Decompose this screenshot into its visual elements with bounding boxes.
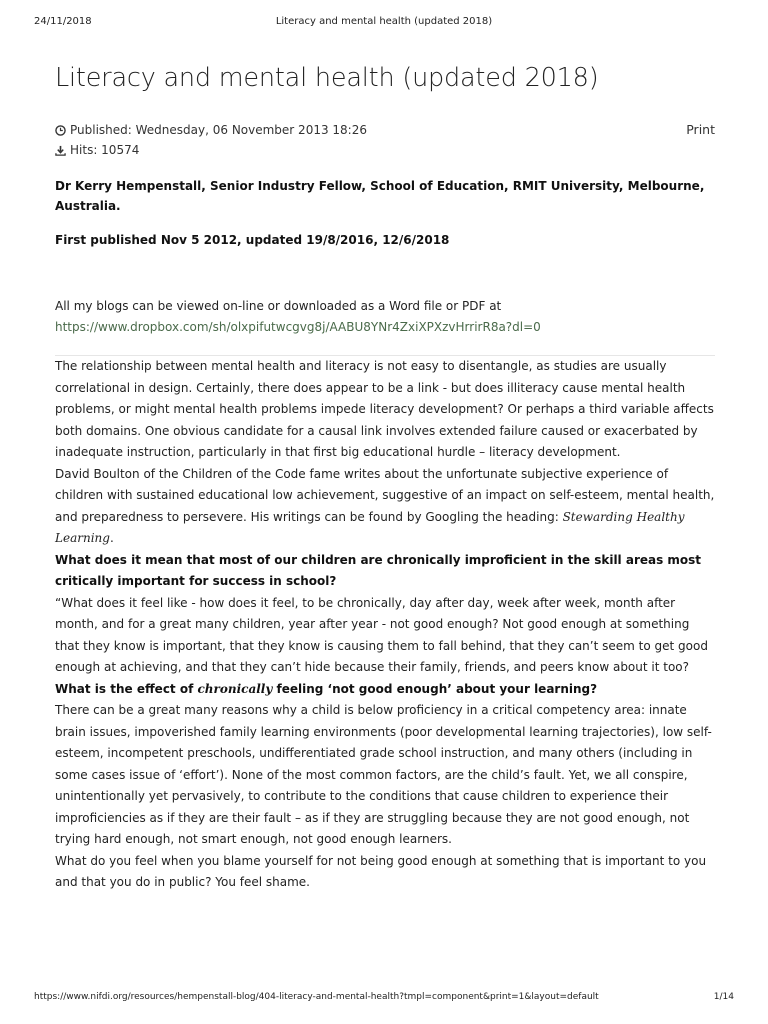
print-doc-title: Literacy and mental health (updated 2018) (275, 16, 493, 27)
hits-row (55, 140, 715, 160)
quote-1: “What does it feel like - how does it feel, to be chronically, day after day, week after week, month after month, and for a great many children, year after year - not good enough? Not good enough at something that they know is important, that they know is causing them to fall behind, that they can’t seem to get good enough at achieving, and that they can’t hide because their family, friends, and peers know about it too? (55, 595, 708, 674)
print-link[interactable]: Print (686, 122, 715, 137)
clock-icon (55, 125, 66, 136)
paragraph-3: There can be a great many reasons why a child is below proficiency in a critical competency area: innate brain issues, impoverished family learning environments (poor developmental learning trajectories), low self-esteem, incompetent preschools, undifferentiated grade school instruction, and many others (including in some cases issue of ‘effort’). None of the most common factors, are the child’s fault. Yet, we all conspire, unintentionally yet pervasively, to contribute to the conditions that cause children to experience their improficiencies as if they are their fault – as if they are struggling because they are not good enough, not trying hard enough, not smart enough, not good enough learners. (55, 703, 712, 846)
heading-2-post: feeling ‘not good enough’ about your learning? (272, 681, 598, 696)
paragraph-2-text: David Boulton of the Children of the Code fame writes about the unfortunate subjective experience of children with sustained educational low achievement, suggestive of an impact on self-esteem, mental health, and preparedness to persevere. His writings can be found by Googling the heading: (55, 466, 715, 524)
print-footer (0, 992, 768, 1006)
paragraph-1: The relationship between mental health and literacy is not easy to disentangle, as studies are usually correlational in design. Certainly, there does appear to be a link - but does illiteracy cause mental health problems, or might mental health problems impede literacy development? Or perhaps a third variable affects both domains. One obvious candidate for a causal link involves extended failure caused or exacerbated by inadequate instruction, particularly in that first big educational hurdle – literacy development. (55, 359, 714, 459)
page-title: Literacy and mental health (updated 2018) (55, 63, 599, 93)
blogs-note (55, 296, 715, 338)
published-date: Published: Wednesday, 06 November 2013 18:26 (70, 123, 367, 137)
heading-2-italic: chronically (197, 681, 273, 696)
dropbox-link[interactable]: https://www.dropbox.com/sh/olxpifutwcgvg8j/AABU8YNr4ZxiXPXzvHrrirR8a?dl=0 (55, 320, 541, 334)
page-number: 1/14 (713, 992, 734, 1002)
paragraph-4: What do you feel when you blame yourself for not being good enough at something that is important to you and that you do in public? You feel shame. (55, 853, 707, 889)
heading-2 (55, 679, 715, 701)
print-url: https://www.nifdi.org/resources/hempenstall-blog/404-literacy-and-mental-health?tmpl=component&print=1&layout=default (34, 992, 599, 1002)
article-meta (55, 120, 715, 160)
blogs-text: All my blogs can be viewed on-line or downloaded as a Word file or PDF at (55, 299, 502, 313)
hits-count: Hits: 10574 (70, 143, 140, 157)
author-byline: Dr Kerry Hempenstall, Senior Industry Fellow, School of Education, RMIT University, Melbourne, Australia. (55, 179, 705, 213)
article (55, 60, 715, 894)
published-row (55, 120, 715, 140)
print-date: 24/11/2018 (34, 16, 92, 27)
heading-2-pre: What is the effect of (55, 681, 198, 696)
heading-1: What does it mean that most of our children are chronically improficient in the skill areas most critically important for success in school? (55, 552, 702, 588)
download-icon (55, 145, 66, 156)
paragraph-2-end: . (109, 531, 114, 545)
first-published: First published Nov 5 2012, updated 19/8/2016, 12/6/2018 (55, 233, 450, 247)
paragraph-2 (55, 464, 715, 550)
paragraph-2-italic: Stewarding Healthy Learning (55, 509, 685, 545)
print-header (0, 16, 768, 30)
